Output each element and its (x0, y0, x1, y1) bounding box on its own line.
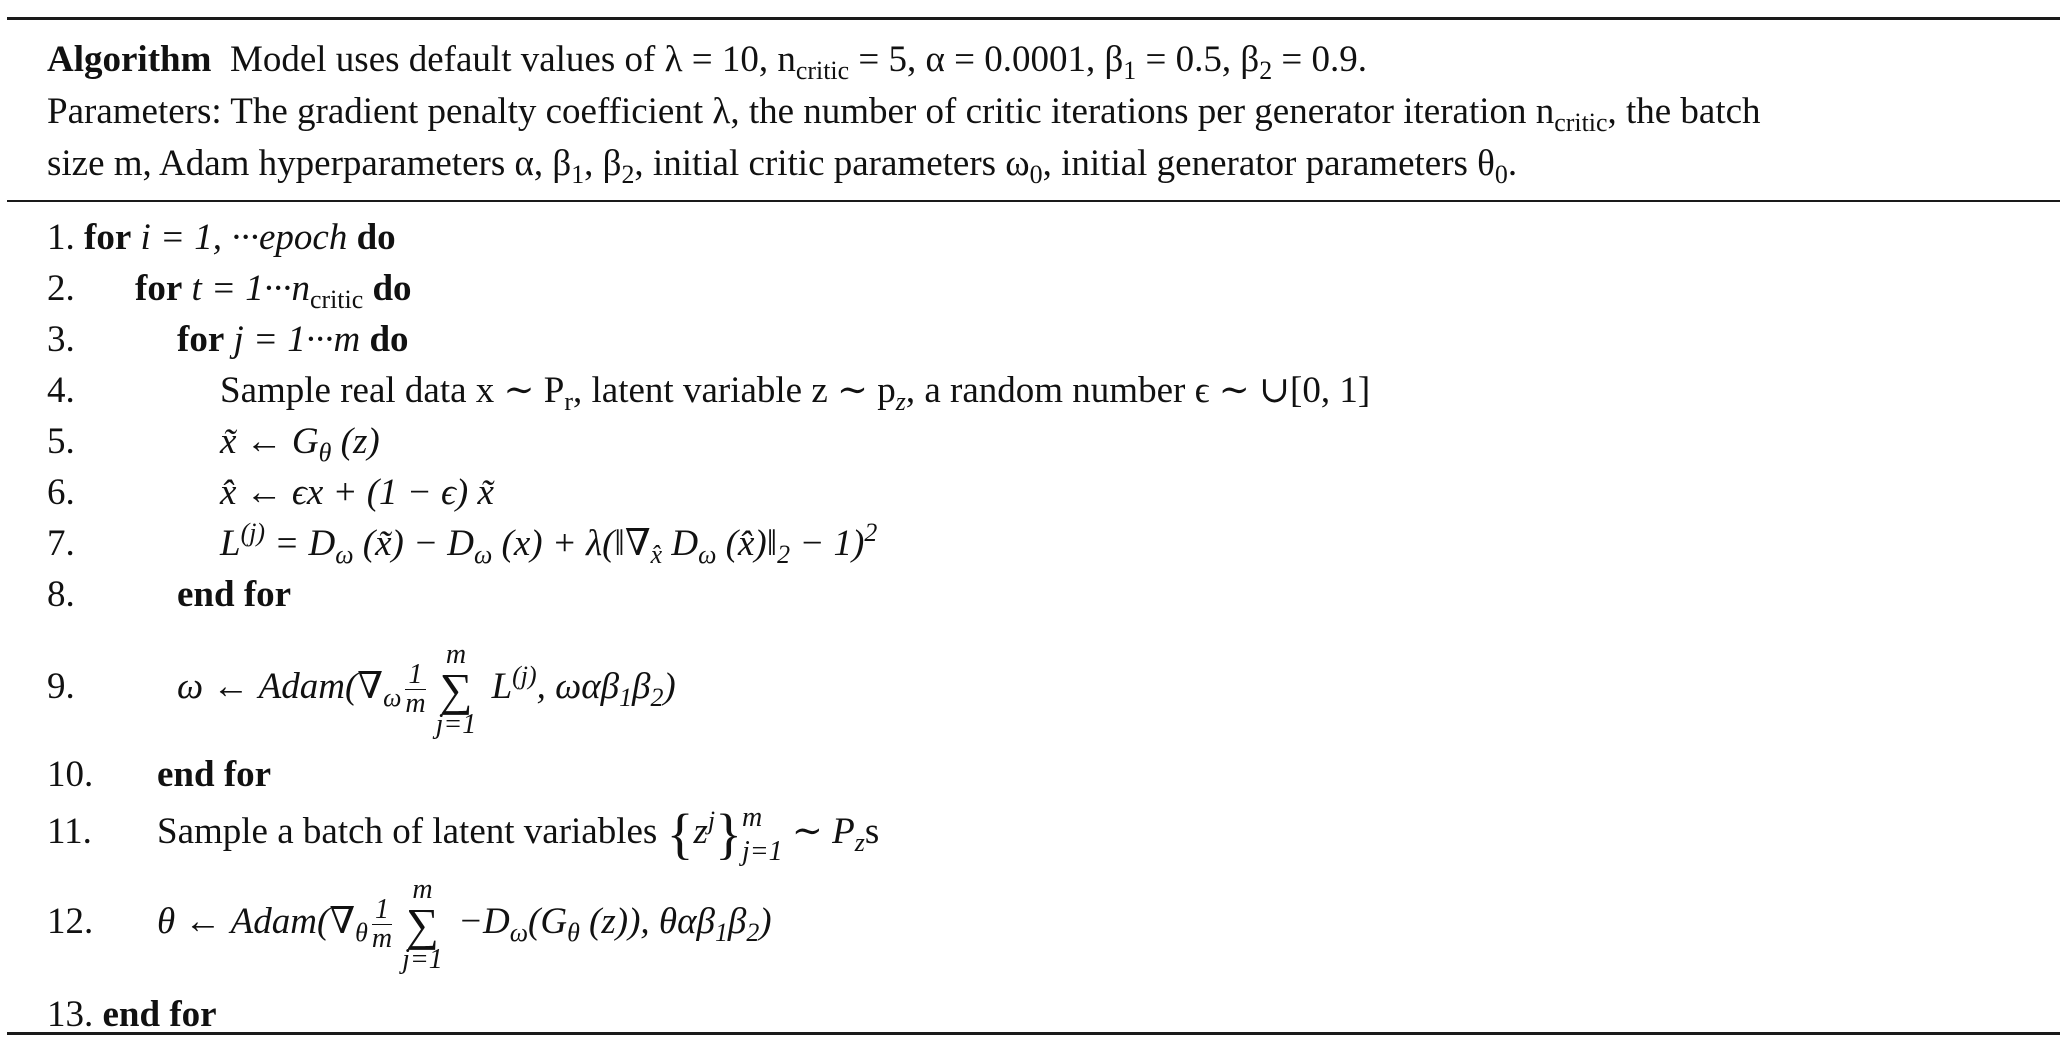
step-number: 3. (47, 319, 75, 360)
sub-1: 1 (619, 682, 633, 712)
step-5-text2: (z) (331, 421, 380, 462)
sub-omega: ω (474, 539, 493, 569)
sub-2: 2 (746, 917, 760, 947)
sub-critic: critic (310, 284, 364, 314)
step-number: 6. (47, 472, 75, 513)
step-4-body (220, 365, 1370, 417)
frac-num: 1 (372, 896, 392, 925)
s11-c: s (864, 811, 880, 852)
sub-theta: θ (355, 917, 368, 947)
step-2-body (135, 263, 412, 315)
frac-num: 1 (405, 661, 425, 690)
keyword-do: do (356, 217, 396, 258)
sub-omega: ω (698, 539, 717, 569)
sub-l3-3: 0 (1029, 159, 1043, 189)
sub-z: z (895, 386, 906, 416)
sub-z: z (854, 827, 865, 857)
s12-c: (G (528, 901, 568, 942)
header-line1-text: Model uses default values of λ = 10, n (229, 39, 796, 80)
step-8 (47, 569, 292, 621)
keyword-do: do (369, 319, 409, 360)
sub-theta: θ (318, 437, 332, 467)
left-brace: { (666, 803, 694, 866)
step-number: 7. (47, 523, 75, 564)
s12-e: β (727, 901, 747, 942)
sub-critic: critic (795, 55, 850, 85)
header-line-1 (47, 34, 2060, 86)
keyword-for: for (177, 319, 225, 360)
limit-lower: j=1 (741, 835, 783, 867)
limit-upper: m (741, 801, 763, 833)
step-2-text: t = 1···n (182, 268, 310, 309)
header-b2-val: = 0.9. (1272, 39, 1368, 80)
keyword-do: do (363, 268, 412, 309)
step-number: 10. (47, 754, 94, 795)
s7-f: (x̂)‖ (716, 523, 778, 564)
step-4 (47, 365, 1371, 417)
sub-1: 1 (1123, 55, 1137, 85)
s11-a: Sample a batch of latent variables (157, 811, 667, 852)
step-1 (47, 212, 396, 264)
step-number: 9. (47, 666, 75, 707)
s9-a: ω ← Adam(∇ (177, 666, 384, 707)
step-3-body (177, 314, 409, 366)
sub-l3-2: 2 (621, 159, 635, 189)
frac-den: m (405, 688, 426, 720)
step-number: 8. (47, 574, 75, 615)
step-6-text: x̂ ← ϵx + (1 − ϵ) x̃ (220, 472, 494, 513)
keyword-end-for: end for (177, 574, 292, 615)
sub-theta: θ (567, 917, 580, 947)
fraction (405, 661, 425, 718)
keyword-end-for: end for (157, 754, 272, 795)
s9-c: , ωαβ (536, 666, 620, 707)
s12-b: −D (448, 901, 510, 942)
step-6 (47, 467, 494, 519)
header-line3-a: size m, Adam hyperparameters α, β (47, 143, 572, 184)
step-number: 1. (47, 217, 75, 258)
step-5 (47, 416, 380, 468)
step-4-text3: , a random number ϵ ∼ ∪[0, 1] (905, 370, 1371, 411)
sub-1: 1 (714, 917, 728, 947)
sub-r: r (564, 386, 574, 416)
sub-2: 2 (1259, 55, 1273, 85)
sup-j: (j) (240, 517, 266, 547)
z-var: z (693, 811, 708, 852)
step-11-body (157, 782, 879, 885)
s12-d: (z)), θαβ (579, 901, 715, 942)
step-12-body (157, 872, 772, 975)
header-b1-val: = 0.5, β (1136, 39, 1260, 80)
s9-b: L (482, 666, 513, 707)
step-number: 2. (47, 268, 75, 309)
sum-sigma: ∑ (439, 663, 473, 715)
limits (742, 801, 783, 869)
header-line2-a: Parameters: The gradient penalty coefficient λ, the number of critic iterations per generator iteration n (47, 91, 1555, 132)
step-1-text: i = 1, ···epoch (131, 217, 357, 258)
header-line3-e: . (1507, 143, 1518, 184)
step-number: 4. (47, 370, 75, 411)
header-line-2 (47, 86, 2060, 138)
sub-2: 2 (650, 682, 664, 712)
header-line3-d: , initial generator parameters θ (1042, 143, 1495, 184)
step-number: 13. (47, 994, 94, 1035)
s12-a: θ ← Adam(∇ (157, 901, 356, 942)
s7-g: − 1) (790, 523, 865, 564)
sub-2: 2 (777, 539, 791, 569)
step-number: 11. (47, 811, 92, 852)
header-line-3 (47, 138, 2060, 190)
s7-e: D (662, 523, 699, 564)
sub-omega: ω (383, 682, 402, 712)
fraction (372, 896, 392, 953)
s7-d: (x) + λ(‖∇ (492, 523, 651, 564)
sub-l3-1: 1 (571, 159, 585, 189)
step-11 (47, 782, 880, 882)
step-7-body (220, 518, 877, 570)
header-line3-c: , initial critic parameters ω (634, 143, 1030, 184)
algorithm-box (7, 17, 2060, 1035)
s7-a: L (220, 523, 241, 564)
step-number: 12. (47, 901, 94, 942)
sum-upper: m (445, 638, 467, 670)
s9-e: ) (663, 666, 676, 707)
sub-critic-2: critic (1554, 107, 1608, 137)
step-5-text: x̃ ← G (220, 421, 319, 462)
header-line3-b: , β (584, 143, 622, 184)
sum-lower: j=1 (435, 708, 477, 740)
sum-upper: m (412, 873, 433, 905)
s11-b: ∼ P (782, 811, 855, 852)
step-3-text: j = 1···m (224, 319, 370, 360)
keyword-end-for: end for (102, 994, 217, 1035)
right-brace: } (715, 803, 742, 866)
s7-b: = D (265, 523, 336, 564)
sub-omega: ω (509, 917, 529, 947)
frac-den: m (371, 923, 393, 955)
step-4-text2: , latent variable z ∼ p (573, 370, 896, 411)
step-9-body (177, 637, 676, 740)
algorithm-header (7, 20, 2060, 202)
step-number: 5. (47, 421, 75, 462)
sum-lower: j=1 (402, 943, 443, 975)
sup-j: j (707, 805, 716, 835)
step-5-body (220, 416, 380, 468)
sub-l3-4: 0 (1494, 159, 1508, 189)
s12-f: ) (759, 901, 772, 942)
sum-sigma: ∑ (406, 898, 439, 950)
sub-omega: ω (335, 539, 354, 569)
step-4-text: Sample real data x ∼ P (220, 370, 565, 411)
s7-c: (x̃) − D (353, 523, 475, 564)
s9-d: β (632, 666, 651, 707)
keyword-for: for (84, 217, 132, 258)
algorithm-label: Algorithm (47, 39, 212, 80)
summation (402, 875, 443, 975)
header-line1-rest: = 5, α = 0.0001, β (849, 39, 1124, 80)
keyword-for: for (135, 268, 183, 309)
step-13 (47, 989, 217, 1041)
sup-2: 2 (864, 517, 878, 547)
summation (436, 640, 477, 740)
step-3 (47, 314, 409, 366)
sub-xhat: x̂ (650, 539, 663, 569)
sup-j: (j) (512, 660, 537, 690)
header-line2-b: , the batch (1607, 91, 1761, 132)
